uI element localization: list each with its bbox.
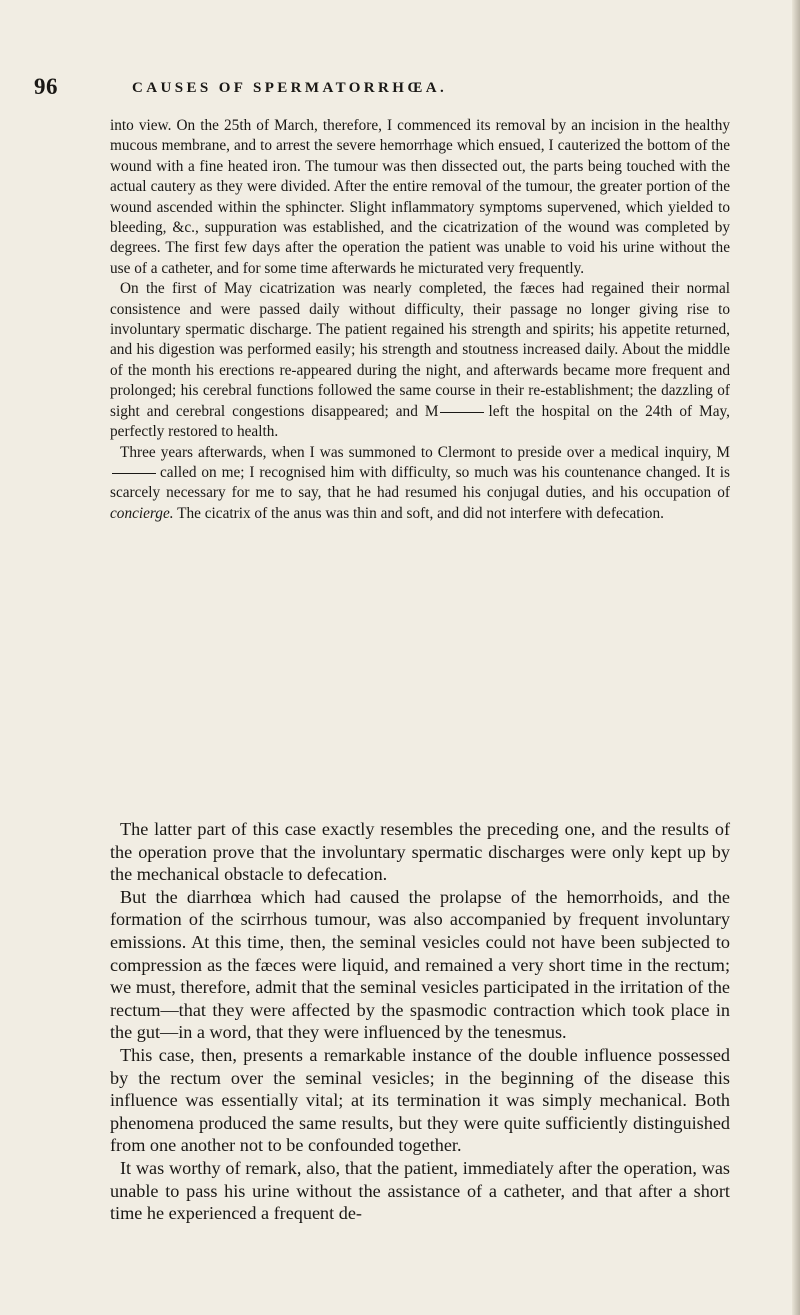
page-number: 96 <box>34 74 58 99</box>
commentary-paragraph-3: This case, then, presents a remarkable instance of the double influence possessed by the rectum over the seminal vesicles; in the beginning of the disease this influence was essentially vital; at its termination it was simply mechanical. Both phenomena produced the same results, but they were quite sufficiently distinguished from one another not to be confounded together. <box>110 1044 730 1156</box>
name-dash <box>440 412 484 413</box>
case-paragraph-2 <box>110 279 730 442</box>
name-dash <box>112 473 156 474</box>
case-paragraph-3 <box>110 443 730 525</box>
commentary-paragraph-1: The latter part of this case exactly resembles the preceding one, and the results of the operation prove that the involuntary spermatic discharges were only kept up by the mechanical obstacle to defecation. <box>110 819 730 885</box>
case-paragraph-3-middle: called on me; I recognised him with difficulty, so much was his countenance changed. It is scarcely necessary for me to say, that he had resumed his conjugal duties, and his occupation of <box>110 463 730 502</box>
running-head: CAUSES OF SPERMATORRHŒA. <box>132 80 448 96</box>
case-paragraph-1: into view. On the 25th of March, therefore, I commenced its removal by an incision in the healthy mucous membrane, and to arrest the severe hemorrhage which ensued, I cauterized the bottom of the wound with a fine heated iron. The tumour was then dissected out, the parts being touched with the actual cautery as they were divided. After the entire removal of the tumour, the greater portion of the wound ascended within the sphincter. Slight inflammatory symptoms supervened, which yielded to bleeding, &c., suppuration was established, and the cicatrization of the wound was completed by degrees. The first few days after the operation the patient was unable to void his urine without the use of a catheter, and for some time afterwards he micturated very frequently. <box>110 117 730 277</box>
page-header <box>34 72 774 102</box>
commentary-block <box>110 818 730 1225</box>
commentary-paragraph-4: It was worthy of remark, also, that the patient, immediately after the operation, was unable to pass his urine without the assistance of a catheter, and that after a short time he experienced a frequent de- <box>110 1157 730 1224</box>
case-paragraph-2-end: left the hospital on the 24th of May, perfectly restored to health. <box>110 402 730 441</box>
case-paragraph-3-end: The cicatrix of the anus was thin and soft, and did not interfere with defecation. <box>177 504 664 522</box>
case-report-block <box>110 116 730 524</box>
case-paragraph-3-start: Three years afterwards, when I was summoned to Clermont to preside over a medical inquiry, M <box>120 443 730 461</box>
page-edge-shadow <box>792 0 800 1315</box>
case-paragraph-2-start: On the first of May cicatrization was nearly completed, the fæces had regained their normal consistence and were passed daily without difficulty, their passage no longer giving rise to involuntary spermatic discharge. The patient regained his strength and spirits; his appetite returned, and his digestion was performed easily; his strength and stoutness increased daily. About the middle of the month his erections re-appeared during the night, and afterwards became more frequent and prolonged; his cerebral functions followed the same course in their re-establishment; the dazzling of sight and cerebral congestions disappeared; and M <box>110 280 730 420</box>
italic-word: concierge. <box>110 504 174 522</box>
commentary-paragraph-2: But the diarrhœa which had caused the prolapse of the hemorrhoids, and the formation of the scirrhous tumour, was also accompanied by frequent involuntary emissions. At this time, then, the seminal vesicles could not have been subjected to compression as the fæces were liquid, and remained a very short time in the rectum; we must, therefore, admit that the seminal vesicles participated in the irritation of the rectum—that they were affected by the spasmodic contraction which took place in the gut—in a word, that they were influenced by the tenesmus. <box>110 886 730 1043</box>
